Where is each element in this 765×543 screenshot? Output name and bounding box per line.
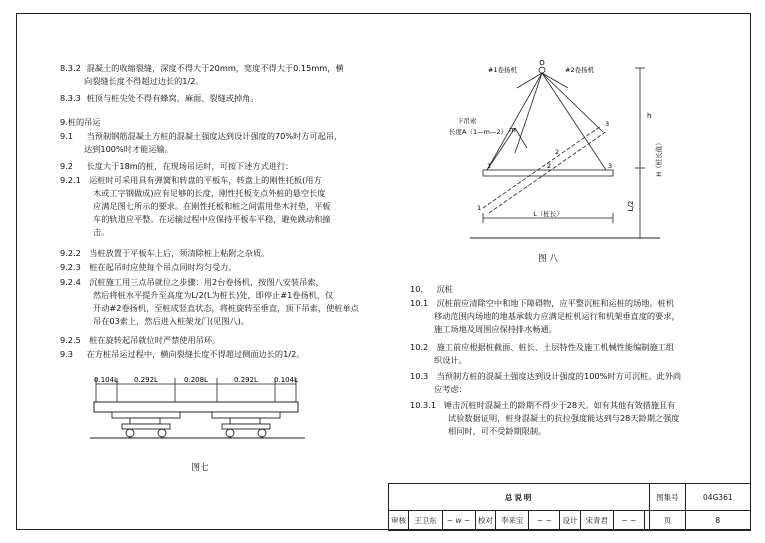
fig7-caption: 图七 xyxy=(191,463,209,473)
figure-7 xyxy=(90,372,310,482)
fig8-point-1b: 1 xyxy=(477,204,482,212)
drawing-title: 总说明 xyxy=(389,484,650,511)
clause-9-2-2: 9.2.2 当桩放置于平板车上后，须清除桩上粘附之杂质。 xyxy=(60,248,270,258)
check-label: 校对 xyxy=(475,511,495,531)
section-9-heading: 9.桩的吊运 xyxy=(60,117,101,127)
fig7-dim-2: 0.292L xyxy=(134,376,158,384)
section-10-heading: 10. 沉桩 xyxy=(410,284,453,294)
fig7-dim-3: 0.208L xyxy=(184,376,208,384)
clause-10-1: 10.1 沉桩前应清除空中和地下障碍物，应平整沉桩和运桩的场地。桩机 移动范围内场地的地基承载力应满足桩机运行和机架垂直度的要求， 施工场地及周围应保持排水畅通。 xyxy=(410,298,680,334)
fig8-winch-1: #1卷扬机 xyxy=(487,66,517,74)
clause-9-2-3: 9.2.3 桩在起吊时应使每个吊点同时均匀受力。 xyxy=(60,262,237,272)
clause-10-2: 10.2 施工前应根据桩截面、桩长、土层特性及施工机械性能编制施工组 织设计。 xyxy=(410,342,675,365)
fig8-point-m: m xyxy=(509,126,516,134)
clause-8-3-3: 8.3.3 桩顶与桩尖处不得有蜂窝、麻面、裂缝或掉角。 xyxy=(60,93,259,103)
clause-8-3-2: 8.3.2 混凝土的收缩裂缝，深度不得大于20mm，宽度不得大于0.15mm，横 向裂缝长度不得超过边长的1/2。 xyxy=(60,63,344,86)
fig8-winch-2: #2卷扬机 xyxy=(565,66,595,74)
fig8-point-1: 1 xyxy=(487,162,492,170)
clause-9-2-1: 9.2.1 运桩时可采用具有弹簧和转盘的平板车，转盘上的刚性托板(用方 木或工字钢做成)应有足够的长度，刚性托板支点外桩的悬空长度 应满足图七所示的要求。在刚性托板和桩之间需用垫木衬垫，平板 车的轨道应平整。在运输过程中应保持平板车平稳，避免跳动和撞 击。 xyxy=(60,175,331,237)
fig8-point-2: 2 xyxy=(547,162,552,170)
clause-9-2-4: 9.2.4 沉桩施工用三点吊就位之步骤：用2台卷扬机，按图八安装吊索， 然后将桩水平提升至高度为L/2(L为桩长)处，即停止#1卷扬机，仅 开动#2卷扬机，至桩成竖直状态，将桩旋转至垂直，顶下吊索，使桩单点 吊在03索上，然后进入桩架龙门(见图八)。 xyxy=(60,277,359,326)
page-label: 页 xyxy=(650,511,685,531)
page-number: 8 xyxy=(685,511,750,531)
design-name: 宋青君 xyxy=(580,511,613,531)
clause-9-1: 9.1 当预制钢筋混凝土方桩的混凝土强度达到设计强度的70%时方可起吊， 达到100%时才能运输。 xyxy=(60,131,343,154)
fig7-dim-1: 0.104L xyxy=(94,376,118,384)
check-signature: ~ ~ xyxy=(529,511,560,531)
design-label: 设计 xyxy=(560,511,580,531)
fig8-dim-L: L（桩长） xyxy=(533,210,563,218)
review-label: 审核 xyxy=(389,511,409,531)
review-signature: ~ w ~ xyxy=(442,511,475,531)
design-signature: ~ ~ xyxy=(613,511,644,531)
title-block xyxy=(388,483,751,530)
check-name: 李来宝 xyxy=(496,511,529,531)
fig7-dim-4: 0.292L xyxy=(234,376,258,384)
figure-8 xyxy=(405,58,705,268)
fig8-dim-H: H（桩长值） xyxy=(655,139,663,177)
clause-9-2: 9.2 长度大于18m的桩，在现场吊运时，可按下述方式进行： xyxy=(60,161,294,171)
fig7-pile xyxy=(94,402,298,412)
fig8-lower-sling-label: 下吊索 xyxy=(457,117,477,125)
fig8-point-o: O xyxy=(539,59,545,67)
clause-9-2-5: 9.2.5 桩在旋转起吊就位时严禁使用吊环。 xyxy=(60,335,221,345)
fig8-point-3: 3 xyxy=(608,162,613,170)
fig8-caption: 图 八 xyxy=(538,254,558,264)
clause-10-3: 10.3 当预制方桩的混凝土强度达到设计强度的100%时方可沉桩。此外尚 应考虑： xyxy=(410,371,682,394)
fig8-dim-L2: L/2 xyxy=(627,200,635,212)
atlas-number: 04G361 xyxy=(685,484,750,511)
fig8-point-3b: 3 xyxy=(605,120,610,128)
clause-9-3: 9.3 在方桩吊运过程中，横向裂缝长度不得超过侧面边长的1/2。 xyxy=(60,349,305,359)
fig7-dim-5: 0.104L xyxy=(274,376,298,384)
atlas-label: 图集号 xyxy=(650,484,685,511)
fig8-point-2b: 2 xyxy=(555,148,560,156)
clause-10-3-1: 10.3.1 锤击沉桩时混凝土的龄期不得少于28天。如有其他有效措施且有 试验数据证明，桩身混凝土的抗拉强度能达到与28天龄期之强度 相同时，可不受龄期限制。 xyxy=(410,400,680,436)
review-name: 王卫东 xyxy=(409,511,442,531)
fig8-length-label: 长度A（1—m—2） xyxy=(449,128,508,136)
fig8-dim-h: h xyxy=(647,112,652,120)
